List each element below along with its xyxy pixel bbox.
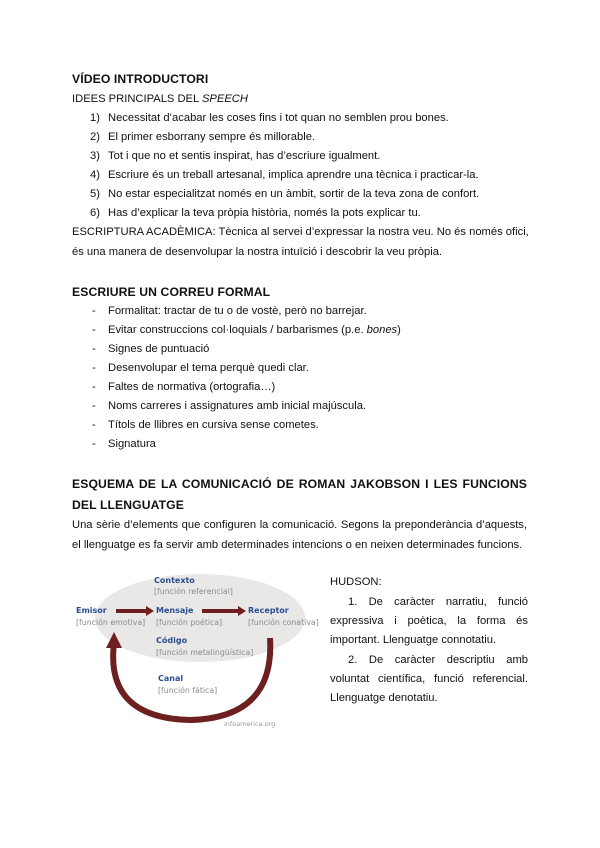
list-item bbox=[0, 150, 600, 168]
dash-marker: - bbox=[92, 343, 96, 355]
subtitle-speech bbox=[72, 93, 248, 105]
list-text: Signes de puntuació bbox=[108, 343, 210, 355]
list-item bbox=[0, 343, 600, 361]
list-text: Faltes de normativa (ortografia…) bbox=[108, 381, 276, 393]
label-emisor: Emisor bbox=[76, 606, 107, 615]
list-item bbox=[0, 131, 600, 149]
label-codigo: Código bbox=[156, 636, 188, 645]
dash-marker: - bbox=[92, 305, 96, 317]
list-number: 1) bbox=[90, 112, 100, 124]
dash-marker: - bbox=[92, 438, 96, 450]
list-item bbox=[0, 169, 600, 187]
hudson-p1-line1 bbox=[330, 596, 528, 608]
sub-canal: [función fática] bbox=[158, 686, 218, 695]
dash-marker: - bbox=[92, 419, 96, 431]
subtitle-italic: SPEECH bbox=[201, 93, 248, 105]
hudson-p1-line2: expressiva i poètica, la forma és bbox=[330, 615, 528, 627]
label-canal: Canal bbox=[158, 674, 184, 683]
list-text: El primer esborrany sempre és millorable. bbox=[108, 131, 316, 143]
label-mensaje: Mensaje bbox=[156, 606, 194, 615]
hudson-p1-line1-text: 1. De caràcter narratiu, funció bbox=[348, 596, 528, 608]
jakobson-para-line1: Una sèrie d’elements que configuren la comunicació. Segons la preponderància d’aquests, bbox=[72, 519, 527, 531]
dash-marker: - bbox=[92, 381, 96, 393]
sub-mensaje: [función poética] bbox=[156, 618, 223, 627]
list-item bbox=[0, 419, 600, 437]
list-item bbox=[0, 305, 600, 323]
diagram-credit: infoamerica.org bbox=[224, 720, 276, 728]
sub-contexto: [función referencial] bbox=[154, 587, 233, 596]
list-number: 2) bbox=[90, 131, 100, 143]
hudson-p1-line3: important. Llenguatge connotatiu. bbox=[330, 634, 497, 646]
list-text: Títols de llibres en cursiva sense cometes. bbox=[108, 419, 319, 431]
academic-writing-line2: és una manera de desenvolupar la nostra intuïció i descobrir la veu pròpia. bbox=[72, 246, 443, 258]
list-text: Has d’explicar la teva pròpia història, només la pots explicar tu. bbox=[108, 207, 421, 219]
list-item bbox=[0, 207, 600, 225]
list-item bbox=[0, 324, 600, 342]
list-text: Signatura bbox=[108, 438, 156, 450]
sub-codigo: [función metalingüística] bbox=[156, 648, 254, 657]
list-text: Noms carreres i assignatures amb inicial majúscula. bbox=[108, 400, 367, 412]
list-text: Necessitat d’acabar les coses fins i tot quan no semblen prou bones. bbox=[108, 112, 449, 124]
list-text: Formalitat: tractar de tu o de vostè, però no barrejar. bbox=[108, 305, 367, 317]
dash-marker: - bbox=[92, 400, 96, 412]
list-item bbox=[0, 188, 600, 206]
list-number: 4) bbox=[90, 169, 100, 181]
label-receptor: Receptor bbox=[248, 606, 289, 615]
section-title-jakobson-line2: DEL LLENGUATGE bbox=[72, 498, 184, 512]
jakobson-para-line2: el llenguatge es fa servir amb determinades intencions o en neixen determinades funcions. bbox=[72, 539, 523, 551]
hudson-p2-line1-text: 2. De caràcter descriptiu amb bbox=[348, 654, 528, 666]
list-text: Escriure és un treball artesanal, implica aprendre una tècnica i practicar-la. bbox=[108, 169, 479, 181]
dash-marker: - bbox=[92, 324, 96, 336]
list-text: Tot i que no et sentis inspirat, has d’escriure igualment. bbox=[108, 150, 381, 162]
hudson-title: HUDSON: bbox=[330, 576, 382, 588]
sub-emisor: [función emotiva] bbox=[76, 618, 146, 627]
list-number: 3) bbox=[90, 150, 100, 162]
sub-receptor: [función conativa] bbox=[248, 618, 319, 627]
section-title-jakobson-line1: ESQUEMA DE LA COMUNICACIÓ DE ROMAN JAKOBSON I LES FUNCIONS bbox=[72, 477, 527, 491]
list-number: 6) bbox=[90, 207, 100, 219]
list-text: No estar especialitzat només en un àmbit, sortir de la teva zona de confort. bbox=[108, 188, 480, 200]
list-text-post: ) bbox=[397, 324, 401, 336]
list-item bbox=[0, 438, 600, 456]
subtitle-prefix: IDEES PRINCIPALS DEL bbox=[72, 93, 202, 105]
dash-marker: - bbox=[92, 362, 96, 374]
hudson-p2-line2: voluntat científica, funció referencial. bbox=[330, 673, 528, 685]
list-item bbox=[0, 112, 600, 130]
list-number: 5) bbox=[90, 188, 100, 200]
list-text-pre: Evitar construccions col·loquials / barbarismes (p.e. bbox=[108, 324, 367, 336]
list-item bbox=[0, 400, 600, 418]
list-item bbox=[0, 362, 600, 380]
label-contexto: Contexto bbox=[154, 576, 195, 585]
section-title-video: VÍDEO INTRODUCTORI bbox=[72, 72, 209, 86]
list-text bbox=[108, 324, 401, 336]
academic-writing-line1: ESCRIPTURA ACADÈMICA: Tècnica al servei d’expressar la nostra veu. No és només ofici, bbox=[72, 226, 529, 238]
section-title-email: ESCRIURE UN CORREU FORMAL bbox=[72, 285, 271, 299]
list-text-italic: bones bbox=[366, 324, 398, 336]
hudson-p2-line1 bbox=[330, 654, 528, 666]
jakobson-diagram bbox=[70, 568, 320, 733]
list-item bbox=[0, 381, 600, 399]
list-text: Desenvolupar el tema perquè quedi clar. bbox=[108, 362, 309, 374]
hudson-p2-line3: Llenguatge denotatiu. bbox=[330, 692, 438, 704]
